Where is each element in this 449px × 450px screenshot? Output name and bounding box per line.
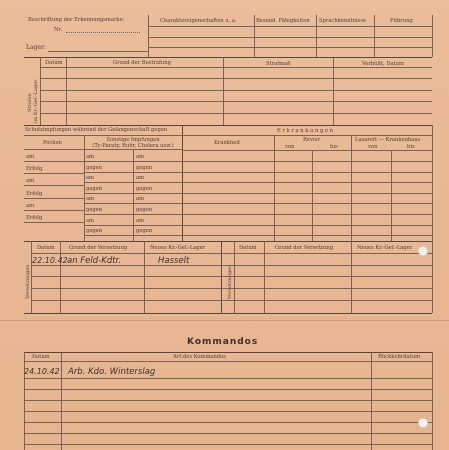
punish-row-line (40, 78, 432, 79)
transfer-col-line (31, 241, 32, 313)
nr-label: Nr. (54, 27, 63, 33)
punish-col-measure: Strafmaß (266, 61, 291, 67)
vacc-row-line (24, 173, 84, 174)
top-col-line (316, 15, 317, 57)
kommandos-row-line (24, 444, 432, 445)
vacc-row-line (133, 193, 182, 194)
punish-row-line (40, 101, 432, 102)
top-col-line (374, 15, 375, 57)
transfer-side-label-right: Versetzungen (227, 264, 233, 299)
vacc-row-label: am (86, 217, 95, 224)
kommandos-header-line (24, 361, 432, 362)
vacc-row-line (133, 172, 182, 173)
vacc-row-label: am (86, 154, 95, 160)
kommandos-col-line (371, 352, 372, 450)
transfer-col-date-right: Datum (239, 245, 257, 251)
transfer-row-line (31, 276, 432, 277)
vacc-row-label: Erfolg (26, 190, 43, 197)
vacc-row-line (24, 198, 84, 199)
illness-subheader-line (182, 150, 432, 151)
transfer-side-label-left: Versetzungen (25, 264, 31, 299)
punish-top-line (24, 57, 432, 58)
vacc-row-line (24, 222, 84, 223)
vacc-row-label: am (136, 217, 145, 224)
transfer-row-line (31, 300, 432, 301)
transfer-row-line (31, 288, 432, 289)
top-row-line (148, 37, 432, 38)
vacc-row-line (84, 161, 133, 162)
vacc-row-label: gegen (136, 185, 153, 192)
transfer-col-line (234, 241, 235, 313)
vacc-col-other-1: Sonstige Impfungen (106, 137, 160, 143)
illness-row-line (182, 203, 432, 204)
card-fold (0, 320, 449, 321)
vacc-col-pocken: Pocken (43, 140, 62, 146)
vacc-row-label: Erfolg (26, 215, 43, 221)
vacc-row-line (24, 185, 84, 186)
illness-row-line (182, 193, 432, 194)
kommandos-row-line (24, 389, 432, 390)
punish-col-served: Verbüßt, Datum (362, 61, 404, 67)
vacc-row-line (133, 214, 182, 215)
illness-row-line (182, 182, 432, 183)
kommandos-entry-date: 24.10.42 (24, 367, 60, 376)
vacc-row-line (24, 161, 84, 162)
vacc-row-label: gegen (86, 207, 103, 213)
punish-col-date: Datum (45, 60, 63, 66)
vacc-row-label: am (136, 196, 145, 203)
illness-lazarett-von: von (368, 144, 378, 150)
illness-col-revier: Revier (303, 137, 321, 143)
illness-lazarett-bis: bis (407, 144, 415, 150)
vacc-row-label: am (136, 175, 145, 182)
transfer-col-line (264, 241, 265, 313)
punish-row-line (40, 90, 432, 91)
col-conduct: Führung (390, 18, 413, 24)
illness-row-line (182, 172, 432, 173)
transfer-right-border (432, 241, 433, 313)
vacc-subheader-line (24, 149, 182, 150)
transfer-col-line (60, 241, 61, 313)
kommandos-row-line (24, 411, 432, 412)
lager-label: Lager: (26, 44, 46, 51)
kommandos-row-line (24, 433, 432, 434)
vacc-row-label: Erfolg (26, 166, 43, 173)
illness-revier-von: von (285, 144, 295, 150)
punish-row-line (40, 113, 432, 114)
vacc-row-line (133, 203, 182, 204)
illness-col-line (391, 150, 392, 241)
illness-row-line (182, 214, 432, 215)
illness-revier-bis: bis (330, 144, 338, 150)
punish-bottom-line (24, 125, 432, 126)
kommandos-entry-type: Arb. Kdo. Winterslag (68, 367, 156, 377)
transfer-col-line (144, 241, 145, 313)
punch-hole (418, 246, 428, 256)
vacc-bottom-line (24, 241, 432, 242)
vacc-row-label: am (26, 154, 35, 160)
kommandos-row-line (24, 422, 432, 423)
illness-header-line (182, 135, 432, 136)
vacc-row-label: am (86, 196, 95, 203)
transfer-header-line (31, 253, 432, 254)
transfer-col-date: Datum (37, 245, 55, 251)
vacc-row-line (84, 235, 133, 236)
illness-col-illness: Krankheit (214, 140, 241, 146)
transfer-bottom-line (24, 313, 432, 314)
illness-col-line (312, 150, 313, 241)
lager-line (48, 51, 148, 52)
illness-col-lazarett: Lazarett — Krankenhaus (355, 137, 421, 143)
vacc-col-other-2: (Ty-Paraty, Ruhr, Cholera usw.) (92, 143, 174, 149)
vacc-row-line (84, 193, 133, 194)
transfer-entry-date: 22.10.42 (32, 256, 68, 265)
vacc-row-line (84, 225, 133, 226)
kommandos-right-border (432, 352, 433, 450)
vacc-row-label: gegen (86, 164, 103, 171)
transfer-divider (221, 241, 222, 313)
vacc-row-label: am (26, 202, 35, 209)
vacc-row-label: am (136, 154, 145, 160)
top-header-line (148, 26, 432, 27)
kommandos-col-type: Art des Kommandos (173, 354, 226, 360)
punish-side-label-2: im Kr.-Gef.-Lager (33, 79, 39, 123)
vacc-row-line (24, 210, 84, 211)
vacc-row-label: gegen (136, 228, 153, 235)
top-col-line (432, 15, 433, 57)
kommandos-row-line (24, 378, 432, 379)
vacc-header: Schutzimpfungen während der Gefangenschaft gegen (25, 127, 168, 133)
illness-row-line (182, 161, 432, 162)
transfer-col-line (351, 241, 352, 313)
transfer-entry-reason: an Feld-Kdtr. (67, 256, 121, 266)
kommandos-col-line (61, 352, 62, 450)
vacc-row-line (133, 161, 182, 162)
transfer-col-reason-right: Grund der Versetzung (275, 245, 334, 251)
punish-row-line (40, 67, 432, 68)
illness-header: E r k r a n k u n g e n (277, 128, 334, 134)
vacc-row-line (84, 203, 133, 204)
vacc-col-line (133, 149, 134, 241)
punch-hole (418, 418, 428, 428)
kommandos-row-line (24, 400, 432, 401)
kommandos-col-date: Datum (32, 354, 50, 360)
transfer-col-reason: Grund der Versetzung (69, 245, 128, 251)
illness-row-line (182, 235, 432, 236)
illness-row-line (182, 225, 432, 226)
vacc-row-label: am (26, 178, 35, 185)
vacc-header-line (24, 135, 182, 136)
top-col-line (148, 15, 149, 57)
vacc-row-label: gegen (136, 207, 153, 213)
kommandos-title: Kommandos (187, 337, 259, 347)
vacc-row-line (133, 182, 182, 183)
vacc-row-line (84, 172, 133, 173)
vacc-row-line (133, 225, 182, 226)
vacc-row-label: am (86, 175, 95, 182)
marker-label: Beschriftung der Erkennungsmarke: (28, 17, 125, 23)
illness-right-border (432, 125, 433, 241)
transfer-col-camp-right: Neues Kr.-Gef.-Lager (357, 245, 413, 251)
punish-side-label-1: Strafen (27, 93, 33, 112)
vacc-row-line (133, 235, 182, 236)
kommandos-col-return: Rückkehrdatum (378, 354, 421, 360)
vacc-row-label: gegen (86, 185, 103, 192)
vacc-row-line (84, 182, 133, 183)
col-character: Charaktereigenschaften u. a. (160, 18, 237, 24)
vacc-row-line (84, 214, 133, 215)
top-col-line (254, 15, 255, 57)
transfer-col-camp: Neues Kr.-Gef.-Lager (150, 245, 206, 251)
col-languages: Sprachkenntnisse (319, 18, 367, 24)
punish-col-reason: Grund der Bestrafung (113, 60, 171, 66)
top-row-line (148, 47, 432, 48)
vacc-row-label: gegen (86, 228, 103, 235)
nr-dotted-line (66, 32, 140, 33)
transfer-entry-camp: Hasselt (158, 256, 190, 266)
vacc-row-label: gegen (136, 164, 153, 171)
col-abilities: Besond. Fähigkeiten (256, 18, 310, 24)
